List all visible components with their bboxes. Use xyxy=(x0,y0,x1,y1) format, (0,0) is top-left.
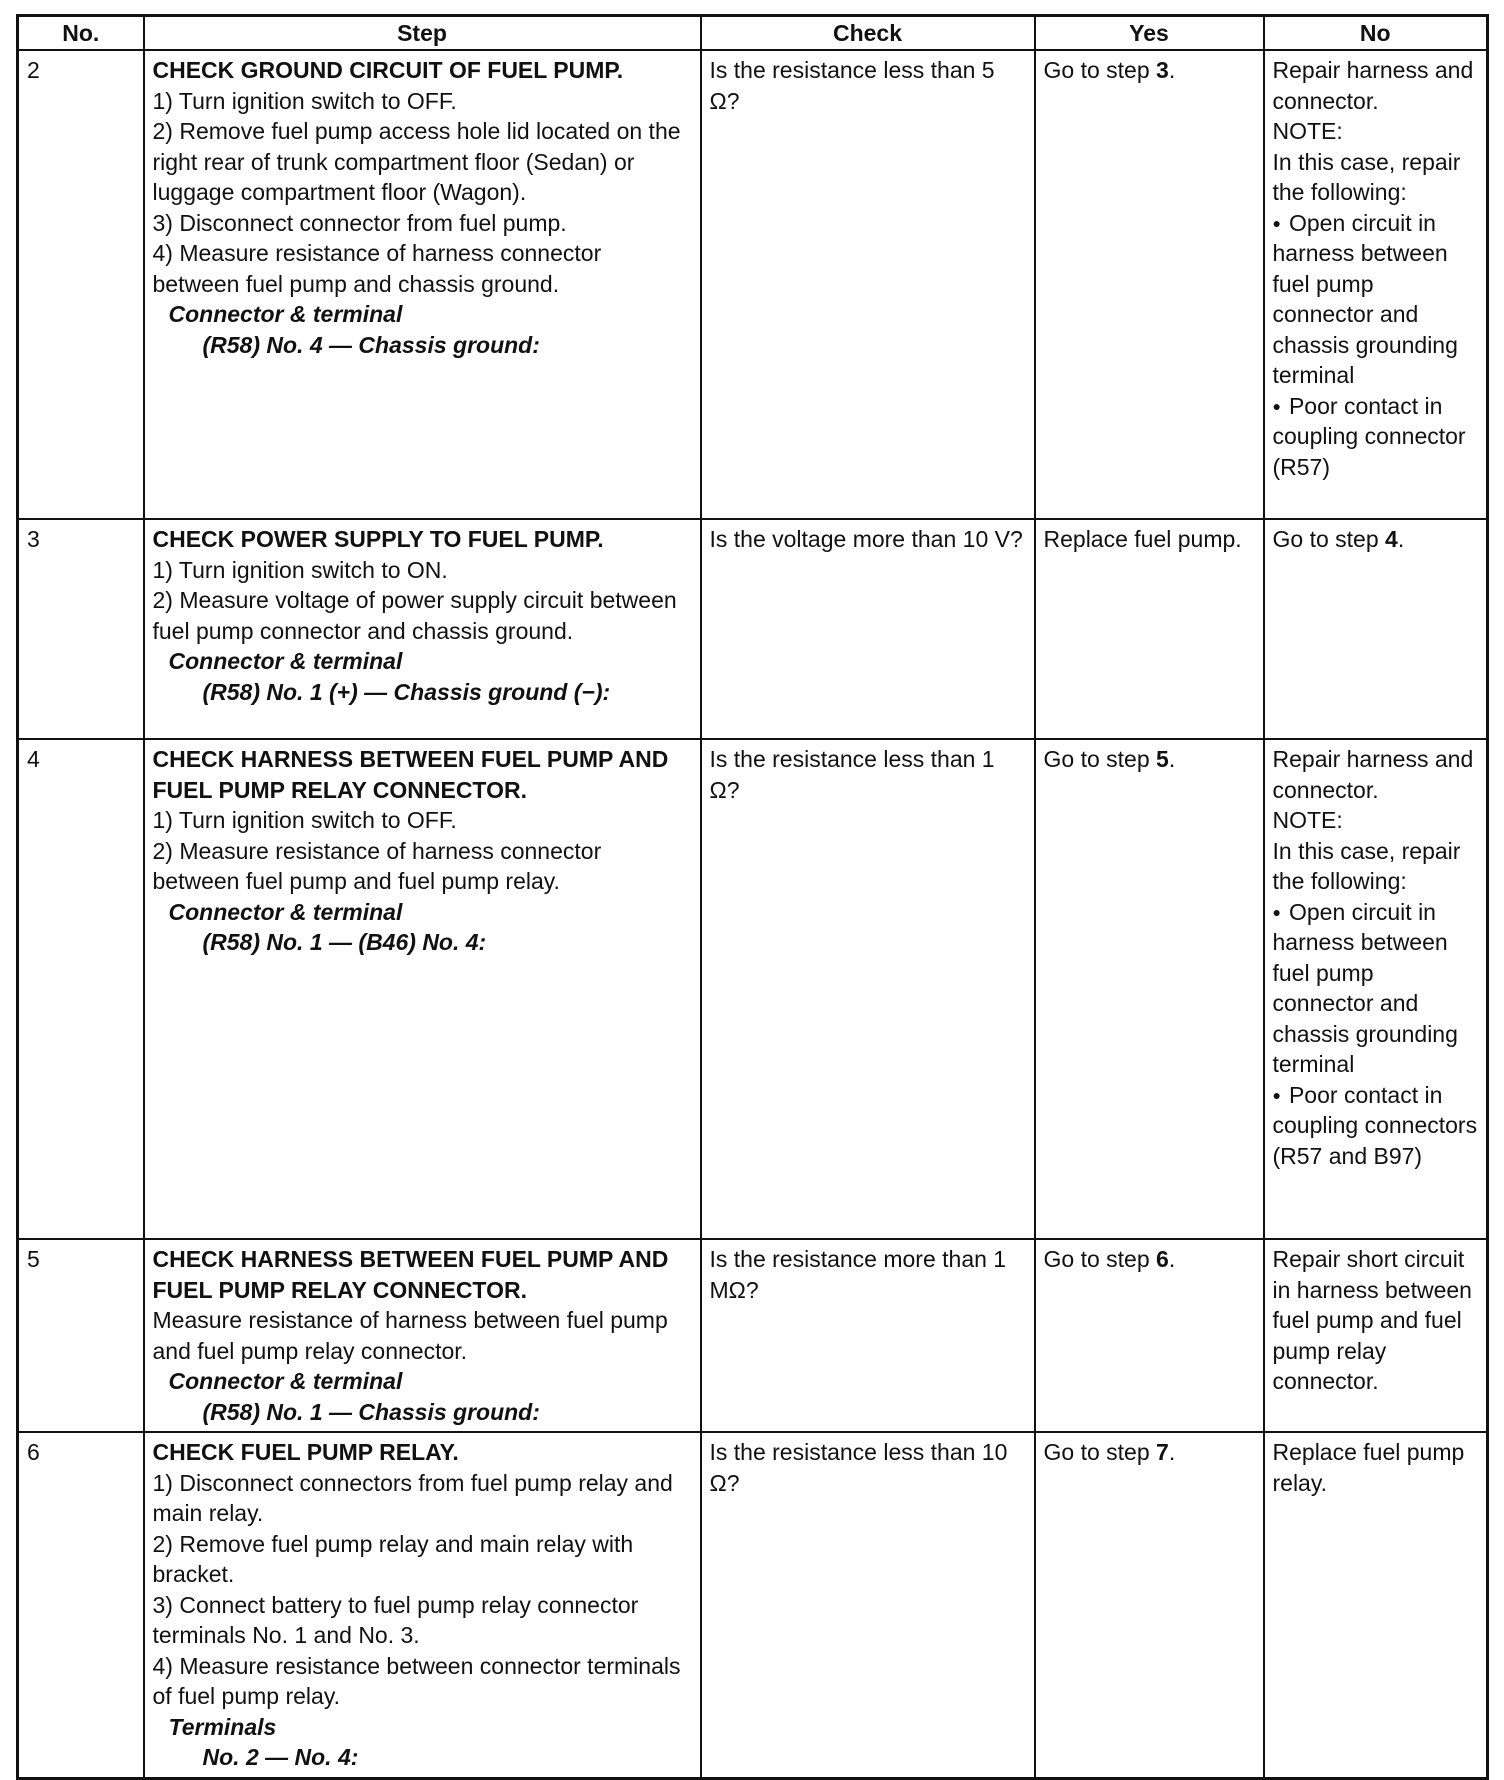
step-instruction: 2) Measure resistance of harness connector between fuel pump and fuel pump relay. xyxy=(152,837,602,894)
yes-cell xyxy=(1035,1432,1264,1778)
no-cell: Replace fuel pump relay. xyxy=(1264,1432,1488,1778)
no-cell: Repair short circuit in harness between fuel pump and fuel pump relay connector. xyxy=(1264,1239,1488,1432)
yes-step-number: 5 xyxy=(1156,746,1169,772)
step-instruction: 2) Measure voltage of power supply circuit between fuel pump connector and chassis ground. xyxy=(152,587,677,644)
table-row xyxy=(18,1239,1488,1432)
connector-value: (R58) No. 4 — Chassis ground: xyxy=(202,331,540,358)
step-title: CHECK FUEL PUMP RELAY. xyxy=(152,1439,459,1465)
step-number: 2 xyxy=(18,50,144,519)
step-title: CHECK HARNESS BETWEEN FUEL PUMP AND FUEL PUMP RELAY CONNECTOR. xyxy=(152,746,669,803)
yes-text: Go to step xyxy=(1043,746,1157,772)
bullet-item: ● Poor contact in coupling connectors (R57 and B97) xyxy=(1273,1080,1479,1172)
yes-text: Go to step xyxy=(1043,1439,1157,1465)
step-cell xyxy=(144,50,701,519)
step-cell xyxy=(144,739,701,1239)
check-cell: Is the resistance less than 1 Ω? xyxy=(701,739,1035,1239)
no-instruction: In this case, repair the following: xyxy=(1272,837,1461,894)
no-text: Go to step xyxy=(1272,526,1386,552)
step-number: 3 xyxy=(18,519,144,739)
yes-step-number: 3 xyxy=(1156,57,1169,83)
no-cell xyxy=(1264,519,1488,739)
yes-cell: Replace fuel pump. xyxy=(1035,519,1264,739)
connector-label: Connector & terminal xyxy=(168,898,403,925)
step-instruction: 1) Disconnect connectors from fuel pump relay and main relay. xyxy=(152,1469,673,1526)
step-instruction: Measure resistance of harness between fuel pump and fuel pump relay connector. xyxy=(152,1307,668,1364)
check-cell: Is the resistance less than 5 Ω? xyxy=(701,50,1035,519)
check-cell: Is the resistance more than 1 MΩ? xyxy=(701,1239,1035,1432)
step-instruction: 2) Remove fuel pump relay and main relay with bracket. xyxy=(152,1530,634,1587)
yes-end: . xyxy=(1168,57,1176,83)
no-step-number: 4 xyxy=(1385,526,1398,552)
step-instruction: 1) Turn ignition switch to OFF. xyxy=(152,87,457,114)
no-instruction: In this case, repair the following: xyxy=(1272,148,1461,205)
check-cell: Is the voltage more than 10 V? xyxy=(701,519,1035,739)
yes-end: . xyxy=(1168,1246,1176,1272)
header-row xyxy=(18,16,1488,51)
step-instruction: 1) Turn ignition switch to ON. xyxy=(152,556,448,583)
connector-label: Terminals xyxy=(168,1713,277,1740)
no-cell xyxy=(1264,50,1488,519)
header-step: Step xyxy=(144,16,701,51)
header-check: Check xyxy=(701,16,1035,51)
connector-label: Connector & terminal xyxy=(168,301,403,327)
connector-value: No. 2 — No. 4: xyxy=(202,1744,359,1770)
yes-cell xyxy=(1035,739,1264,1239)
header-no: No. xyxy=(18,16,144,51)
note-label: NOTE: xyxy=(1272,118,1343,144)
yes-text: Go to step xyxy=(1043,57,1157,83)
step-number: 4 xyxy=(18,739,144,1239)
step-instruction: 4) Measure resistance between connector terminals of fuel pump relay. xyxy=(152,1652,681,1709)
step-instruction: 1) Turn ignition switch to OFF. xyxy=(152,807,457,833)
yes-text: Go to step xyxy=(1043,1246,1157,1272)
table-row xyxy=(18,739,1488,1239)
check-cell: Is the resistance less than 10 Ω? xyxy=(701,1432,1035,1778)
step-instruction: 2) Remove fuel pump access hole lid located on the right rear of trunk compartment floor (Sedan) or luggage compartment floor (Wagon). xyxy=(152,118,681,205)
step-instruction: 4) Measure resistance of harness connector between fuel pump and chassis ground. xyxy=(152,240,602,297)
no-instruction: Repair harness and connector. xyxy=(1272,746,1474,803)
table-row xyxy=(18,519,1488,739)
header-yes: Yes xyxy=(1035,16,1264,51)
bullet-item: ● Poor contact in coupling connector (R57) xyxy=(1273,391,1479,483)
connector-label: Connector & terminal xyxy=(168,648,403,674)
bullet-item: ● Open circuit in harness between fuel pump connector and chassis grounding terminal xyxy=(1273,208,1479,391)
table-row xyxy=(18,1432,1488,1778)
yes-step-number: 7 xyxy=(1156,1439,1169,1465)
diagnostic-table xyxy=(16,14,1489,1780)
no-instruction: Repair harness and connector. xyxy=(1272,57,1474,114)
yes-cell xyxy=(1035,50,1264,519)
step-cell xyxy=(144,1239,701,1432)
step-instruction: 3) Connect battery to fuel pump relay connector terminals No. 1 and No. 3. xyxy=(152,1591,639,1648)
connector-value: (R58) No. 1 — (B46) No. 4: xyxy=(202,929,487,955)
step-cell xyxy=(144,1432,701,1778)
step-number: 6 xyxy=(18,1432,144,1778)
table-row xyxy=(18,50,1488,519)
connector-value: (R58) No. 1 — Chassis ground: xyxy=(202,1398,540,1425)
bullet-item: ● Open circuit in harness between fuel pump connector and chassis grounding terminal xyxy=(1273,897,1479,1080)
no-cell xyxy=(1264,739,1488,1239)
note-label: NOTE: xyxy=(1272,807,1343,833)
connector-label: Connector & terminal xyxy=(168,1368,403,1394)
yes-end: . xyxy=(1168,1439,1176,1465)
step-title: CHECK POWER SUPPLY TO FUEL PUMP. xyxy=(152,526,604,552)
no-end: . xyxy=(1397,526,1405,552)
step-instruction: 3) Disconnect connector from fuel pump. xyxy=(152,209,567,236)
step-cell xyxy=(144,519,701,739)
header-no-result: No xyxy=(1264,16,1488,51)
step-title: CHECK GROUND CIRCUIT OF FUEL PUMP. xyxy=(152,57,624,83)
yes-cell xyxy=(1035,1239,1264,1432)
step-number: 5 xyxy=(18,1239,144,1432)
connector-value: (R58) No. 1 (+) — Chassis ground (−): xyxy=(202,678,611,705)
yes-end: . xyxy=(1168,746,1176,772)
yes-step-number: 6 xyxy=(1156,1246,1169,1272)
step-title: CHECK HARNESS BETWEEN FUEL PUMP AND FUEL PUMP RELAY CONNECTOR. xyxy=(152,1246,669,1303)
